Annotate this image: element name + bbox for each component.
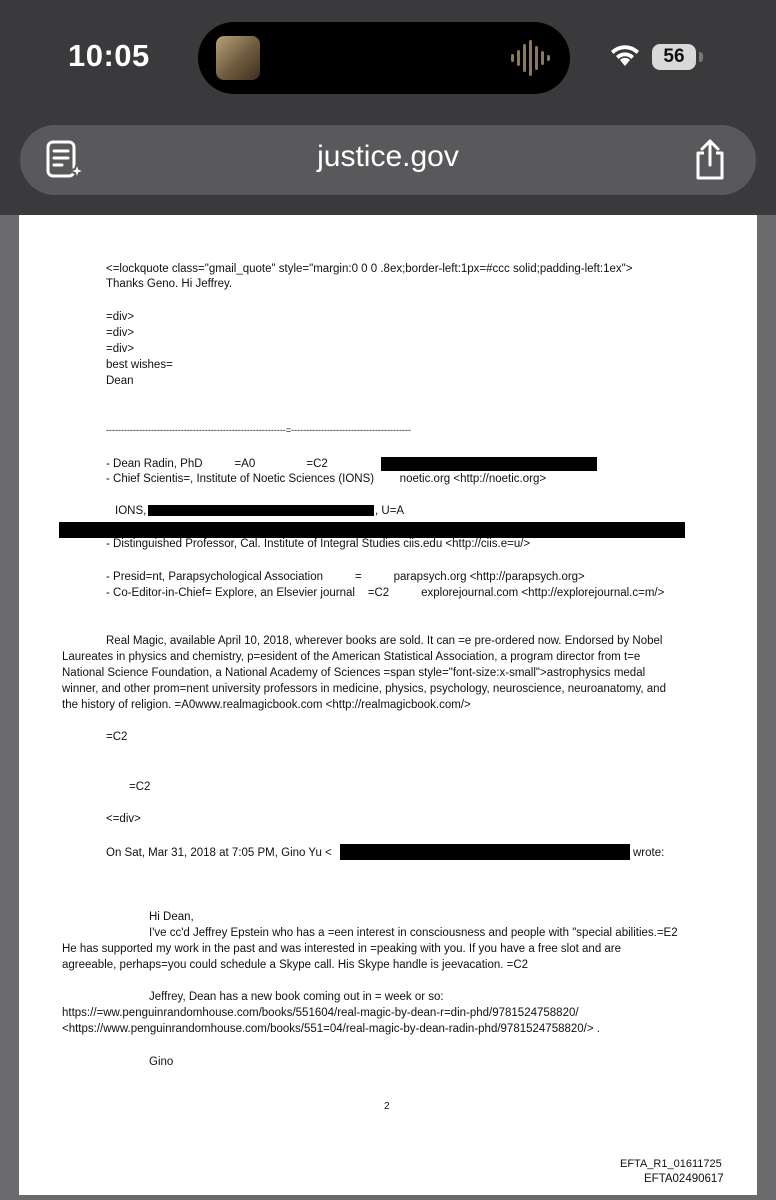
doc-line: =C2 xyxy=(129,781,151,793)
doc-line: I've cc'd Jeffrey Epstein who has a =een interest in consciousness and people with "special abilities.=E2 xyxy=(149,927,678,939)
address-bar[interactable] xyxy=(20,125,756,195)
document-page xyxy=(19,215,757,1195)
doc-line: - Co-Editor-in-Chief= Explore, an Elsevier journal =C2 explorejournal.com <http://explorejournal.c=m/> xyxy=(106,587,665,599)
doc-line: Laureates in physics and chemistry, p=esident of the American Statistical Association, a program director from t=e xyxy=(62,651,641,663)
separator-line: ------------------------------------------------------------=---------------------------------------- xyxy=(106,425,411,435)
wifi-icon xyxy=(608,40,642,68)
share-icon[interactable] xyxy=(690,139,730,181)
doc-line: Real Magic, available April 10, 2018, wherever books are sold. It can =e pre-ordered now. Endorsed by Nobel xyxy=(106,635,663,647)
doc-line: Jeffrey, Dean has a new book coming out in = week or so: xyxy=(149,991,444,1003)
pdf-viewer[interactable] xyxy=(0,215,776,1200)
doc-line: Gino xyxy=(149,1056,174,1068)
doc-line: <=div> xyxy=(106,813,141,825)
doc-line: =div> xyxy=(106,311,135,323)
doc-line: Dean xyxy=(106,375,134,387)
doc-line: winner, and other prom=nent university professors in medicine, physics, psychology, neuroscience, neuroanatomy, and xyxy=(62,683,666,695)
doc-line: - Presid=nt, Parapsychological Association = parapsych.org <http://parapsych.org> xyxy=(106,571,585,583)
doc-line: National Science Foundation, a National Academy of Sciences =span style="font-size:x-small">astrophysics medal xyxy=(62,667,646,679)
doc-line: He has supported my work in the past and was interested in =peaking with you. If you have a free slot and are xyxy=(62,943,622,955)
clock: 10:05 xyxy=(68,38,150,73)
doc-line: the history of religion. =A0www.realmagicbook.com <http://realmagicbook.com/> xyxy=(62,699,471,711)
page-number: 2 xyxy=(384,1101,390,1112)
doc-line: best wishes= xyxy=(106,359,173,371)
bates-number-1: EFTA_R1_01611725 xyxy=(620,1158,722,1170)
dynamic-island[interactable] xyxy=(198,22,570,94)
doc-line: - Chief Scientis=, Institute of Noetic Sciences (IONS) noetic.org <http://noetic.org> xyxy=(106,473,547,485)
redaction-bar xyxy=(148,505,374,516)
doc-line: IONS, xyxy=(115,505,147,517)
battery-level: 56 xyxy=(652,44,696,70)
redaction-bar xyxy=(59,522,685,538)
audio-waveform-icon xyxy=(510,40,552,76)
doc-line: Thanks Geno. Hi Jeffrey. xyxy=(106,278,233,290)
status-bar xyxy=(0,0,776,115)
doc-line: , U=A xyxy=(375,505,405,517)
doc-line: =div> xyxy=(106,327,135,339)
doc-line: Hi Dean, xyxy=(149,911,194,923)
url-text[interactable]: justice.gov xyxy=(317,140,459,173)
redaction-bar xyxy=(340,844,630,860)
doc-line: - Distinguished Professor, Cal. Institute of Integral Studies ciis.edu <http://ciis.e=u/> xyxy=(106,538,531,550)
doc-line: https://=ww.penguinrandomhouse.com/books/551604/real-magic-by-dean-r=din-phd/9781524758820/ xyxy=(62,1007,579,1019)
doc-line: On Sat, Mar 31, 2018 at 7:05 PM, Gino Yu < xyxy=(106,847,332,859)
battery-cap xyxy=(699,52,703,62)
doc-line: <https://www.penguinrandomhouse.com/books/551=04/real-magic-by-dean-radin-phd/9781524758820/> . xyxy=(62,1023,600,1035)
redaction-bar xyxy=(381,457,597,471)
doc-line: wrote: xyxy=(633,847,665,859)
doc-line: - Dean Radin, PhD =A0 =C2 xyxy=(106,458,328,470)
doc-line: agreeable, perhaps=you could schedule a Skype call. His Skype handle is jeevacation. =C2 xyxy=(62,959,529,971)
doc-line: <=lockquote class="gmail_quote" style="margin:0 0 0 .8ex;border-left:1px=#ccc solid;padding-left:1ex"> xyxy=(106,263,633,275)
now-playing-artwork[interactable] xyxy=(216,36,260,80)
bates-number-2: EFTA02490617 xyxy=(644,1173,724,1185)
doc-line: =div> xyxy=(106,343,135,355)
doc-line: =C2 xyxy=(106,731,128,743)
